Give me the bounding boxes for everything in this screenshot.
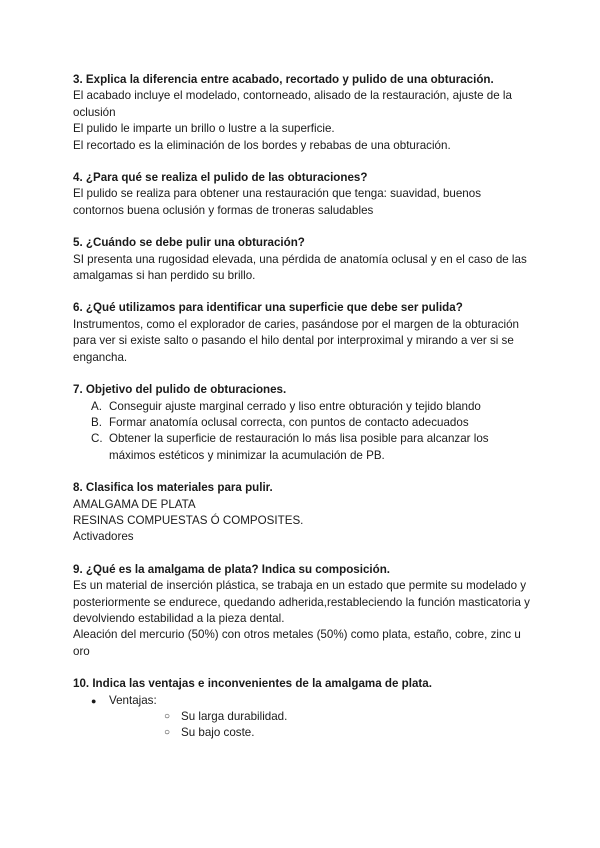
bullet-icon: ● — [91, 695, 97, 706]
circle-bullet-icon: ○ — [164, 727, 171, 739]
list-item-text: Ventajas: — [109, 693, 157, 707]
circle-bullet-icon: ○ — [164, 711, 171, 722]
section-4 — [73, 170, 533, 219]
document-content — [73, 72, 533, 758]
answer-text: El pulido le imparte un brillo o lustre a la superficie. — [73, 122, 335, 136]
question-heading: 10. Indica las ventajas e inconvenientes de la amalgama de plata. — [73, 677, 432, 691]
bullet-list — [73, 693, 533, 742]
question-heading: 6. ¿Qué utilizamos para identificar una superficie que debe ser pulida? — [73, 301, 463, 315]
answer-text: El acabado incluye el modelado, contorneado, alisado de la restauración, ajuste de la oclusión — [73, 89, 512, 119]
answer-text: Activadores — [73, 530, 134, 544]
question-heading: 3. Explica la diferencia entre acabado, recortado y pulido de una obturación. — [73, 73, 494, 86]
section-7 — [73, 382, 533, 464]
list-marker: C. — [91, 432, 103, 446]
list-item — [73, 415, 533, 431]
section-5 — [73, 235, 533, 284]
answer-text: SI presenta una rugosidad elevada, una pérdida de anatomía oclusal y en el caso de las amalgamas si han perdido su brillo. — [73, 252, 527, 283]
answer-text: Es un material de inserción plástica, se trabaja en un estado que permite su modelado y posteriormente se endurece, quedando adherida,restableciendo la función masticatoria y devolviendo estabilidad a la pieza dental. — [73, 579, 530, 625]
sub-list-item-text: Su larga durabilidad. — [181, 710, 288, 723]
answer-text: El recortado es la eliminación de los bordes y rebabas de una obturación. — [73, 138, 451, 152]
section-6 — [73, 300, 533, 366]
list-item — [73, 693, 533, 742]
question-heading: 5. ¿Cuándo se debe pulir una obturación? — [73, 236, 305, 250]
section-10 — [73, 676, 533, 742]
answer-text: El pulido se realiza para obtener una restauración que tenga: suavidad, buenos contornos buena oclusión y formas de troneras saludables — [73, 187, 481, 217]
answer-text: Instrumentos, como el explorador de caries, pasándose por el margen de la obturación para ver si existe salto o pasando el hilo dental por interproximal y mirando a ver si se engancha. — [73, 317, 519, 364]
section-8 — [73, 480, 533, 546]
question-heading: 8. Clasifica los materiales para pulir. — [73, 481, 273, 495]
question-heading: 9. ¿Qué es la amalgama de plata? Indica su composición. — [73, 562, 390, 576]
answer-text: Aleación del mercurio (50%) con otros metales (50%) como plata, estaño, cobre, zinc u oro — [73, 628, 521, 658]
sub-list — [109, 709, 533, 742]
sub-list-item-text: Su bajo coste. — [181, 726, 255, 740]
list-item-text: Formar anatomía oclusal correcta, con puntos de contacto adecuados — [109, 415, 469, 429]
list-marker: B. — [91, 415, 102, 429]
answer-text: AMALGAMA DE PLATA — [73, 497, 196, 511]
objectives-list — [73, 399, 533, 465]
list-item — [73, 431, 533, 464]
list-marker: A. — [91, 399, 102, 413]
sub-list-item — [109, 709, 533, 725]
list-item-text: Obtener la superficie de restauración lo más lisa posible para alcanzar los máximos estéticos y minimizar la acumulación de PB. — [109, 432, 489, 462]
section-9 — [73, 562, 533, 660]
sub-list-item — [109, 725, 533, 741]
section-3 — [73, 72, 533, 154]
question-heading: 7. Objetivo del pulido de obturaciones. — [73, 383, 287, 397]
list-item-text: Conseguir ajuste marginal cerrado y liso entre obturación y tejido blando — [109, 399, 481, 413]
question-heading: 4. ¿Para qué se realiza el pulido de las obturaciones? — [73, 171, 368, 185]
list-item — [73, 399, 533, 415]
answer-text: RESINAS COMPUESTAS Ó COMPOSITES. — [73, 513, 304, 527]
